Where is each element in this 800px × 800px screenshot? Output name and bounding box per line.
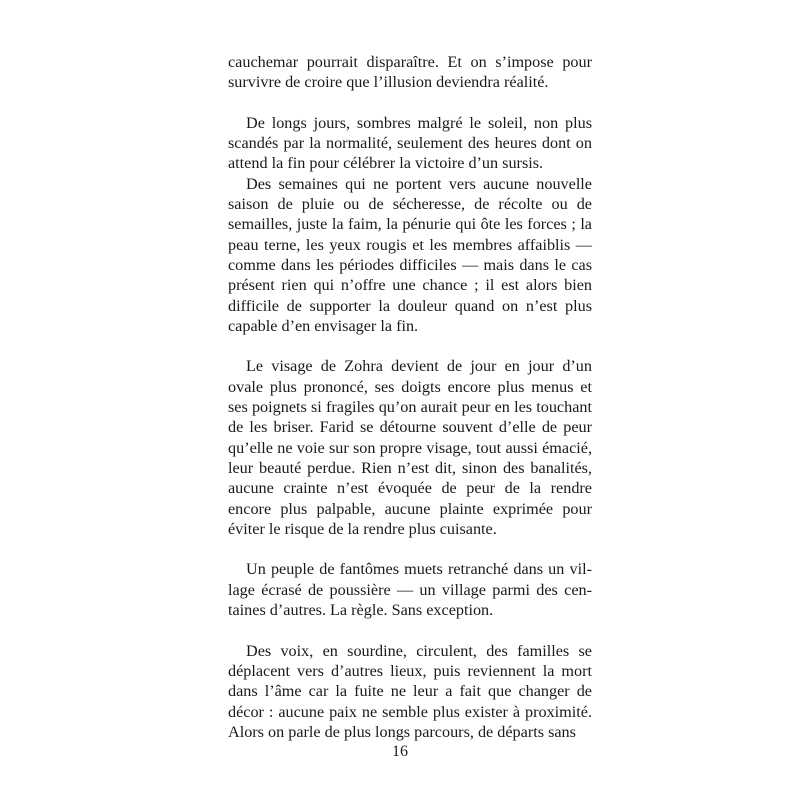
paragraph: Des voix, en sourdine, circulent, des familles se déplacent vers d’autres lieux, puis reviennent la mort dans l’âme car la fuite ne leur a fait que changer de décor : aucune paix ne semble plus exister à proximité. Alors on parle de plus longs parcours, de départs sans	[228, 641, 592, 741]
paragraph: Le visage de Zohra devient de jour en jour d’un ovale plus prononcé, ses doigts encore plus menus et ses poignets si fragiles qu’on aurait peur en les touchant de les briser. Farid se détourne souvent d’elle de peur qu’elle ne voie sur son propre visage, tout aussi émacié, leur beauté perdue. Rien n’est dit, sinon des banalités, aucune crainte n’est évoquée de peur de la rendre encore plus palpable, aucune plainte exprimée pour éviter le risque de la rendre plus cuisante.	[228, 357, 592, 538]
page-number: 16	[392, 743, 408, 760]
paragraph-continuation: cauchemar pourrait disparaître. Et on s’impose pour survivre de croire que l’illusion deviendra réalité.	[228, 53, 592, 92]
body-text	[228, 52, 592, 742]
paragraph: De longs jours, sombres malgré le soleil, non plus scandés par la normalité, seulement des heures dont on attend la fin pour célébrer la victoire d’un sursis.	[228, 113, 592, 173]
paragraph: Un peuple de fantômes muets retranché dans un village écrasé de poussière — un village parmi des centaines d’autres. La règle. Sans exception.	[228, 560, 592, 620]
paragraph: Des semaines qui ne portent vers aucune nouvelle saison de pluie ou de sécheresse, de récolte ou de semailles, juste la faim, la pénurie qui ôte les forces ; la peau terne, les yeux rougis et les membres affaiblis — comme dans les périodes difficiles — mais dans le cas présent rien qui n’offre une chance ; il est alors bien difficile de supporter la douleur quand on n’est plus capable d’en envisager la fin.	[228, 174, 592, 335]
